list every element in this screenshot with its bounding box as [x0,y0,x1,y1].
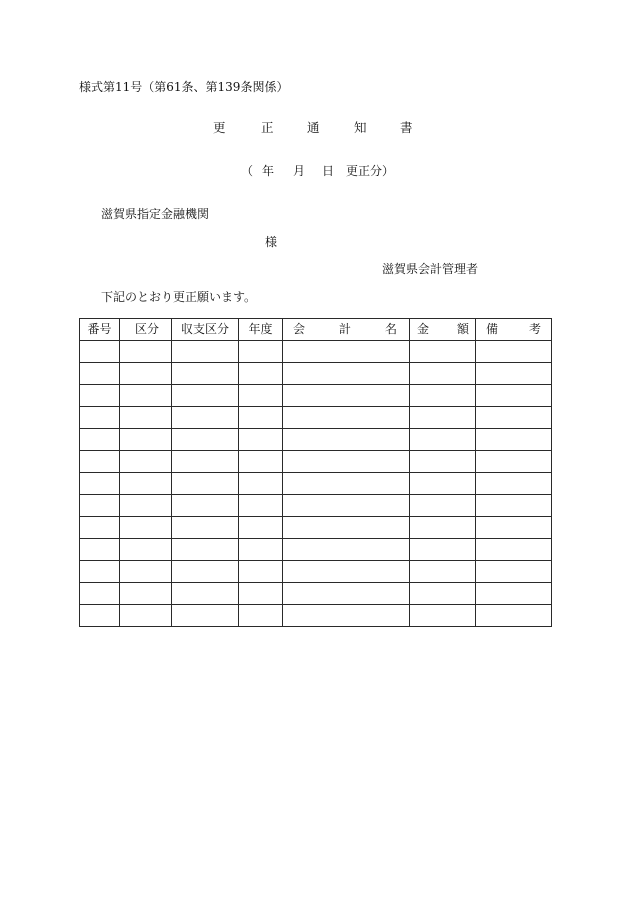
table-row [80,605,552,627]
cell-revenue-expenditure[interactable] [172,561,239,583]
cell-revenue-expenditure[interactable] [172,341,239,363]
title-char: 通 [307,120,320,135]
cell-amount[interactable] [410,363,476,385]
title-char: 知 [354,120,367,135]
cell-fiscal-year[interactable] [239,605,283,627]
cell-amount[interactable] [410,385,476,407]
table-row [80,363,552,385]
header-fiscal-year: 年度 [239,319,283,341]
cell-account-name[interactable] [283,539,410,561]
cell-account-name[interactable] [283,341,410,363]
cell-remarks[interactable] [476,451,552,473]
header-number: 番号 [80,319,120,341]
cell-revenue-expenditure[interactable] [172,473,239,495]
honorific: 様 [265,235,278,249]
table-row [80,583,552,605]
cell-number[interactable] [80,473,120,495]
table-row [80,561,552,583]
cell-revenue-expenditure[interactable] [172,495,239,517]
cell-remarks[interactable] [476,561,552,583]
header-remarks-char: 考 [528,322,541,336]
cell-account-name[interactable] [283,451,410,473]
date-open-paren: （ [241,164,254,178]
request-text: 下記のとおり更正願います。 [101,290,257,304]
cell-account-name[interactable] [283,363,410,385]
cell-revenue-expenditure[interactable] [172,429,239,451]
header-remarks [476,319,552,341]
header-account-name-char: 計 [338,322,351,336]
table-header-row [80,319,552,341]
cell-number[interactable] [80,451,120,473]
cell-account-name[interactable] [283,473,410,495]
cell-revenue-expenditure[interactable] [172,539,239,561]
table-row [80,495,552,517]
cell-fiscal-year[interactable] [239,583,283,605]
cell-account-name[interactable] [283,605,410,627]
cell-division[interactable] [120,539,172,561]
table-row [80,341,552,363]
cell-account-name[interactable] [283,429,410,451]
cell-number[interactable] [80,539,120,561]
cell-division[interactable] [120,473,172,495]
cell-number[interactable] [80,495,120,517]
cell-fiscal-year[interactable] [239,407,283,429]
cell-account-name[interactable] [283,407,410,429]
cell-revenue-expenditure[interactable] [172,451,239,473]
date-correction-note: 更正分） [346,164,395,178]
cell-remarks[interactable] [476,605,552,627]
cell-remarks[interactable] [476,341,552,363]
cell-number[interactable] [80,429,120,451]
cell-fiscal-year[interactable] [239,517,283,539]
cell-division[interactable] [120,583,172,605]
cell-revenue-expenditure[interactable] [172,517,239,539]
date-year-label: 年 [262,164,275,178]
cell-amount[interactable] [410,407,476,429]
cell-account-name[interactable] [283,583,410,605]
table-row [80,429,552,451]
header-remarks-char: 備 [486,322,499,336]
cell-amount[interactable] [410,605,476,627]
cell-number[interactable] [80,561,120,583]
cell-fiscal-year[interactable] [239,429,283,451]
header-division-char: 分 [147,322,160,336]
cell-remarks[interactable] [476,407,552,429]
cell-fiscal-year[interactable] [239,539,283,561]
cell-number[interactable] [80,605,120,627]
cell-remarks[interactable] [476,495,552,517]
table-row [80,451,552,473]
cell-division[interactable] [120,385,172,407]
sender: 滋賀県会計管理者 [382,262,479,276]
cell-number[interactable] [80,341,120,363]
cell-account-name[interactable] [283,495,410,517]
date-day-label: 日 [322,164,335,178]
cell-remarks[interactable] [476,429,552,451]
cell-amount[interactable] [410,341,476,363]
cell-remarks[interactable] [476,539,552,561]
cell-number[interactable] [80,583,120,605]
header-account-name [283,319,410,341]
cell-revenue-expenditure[interactable] [172,407,239,429]
cell-division[interactable] [120,451,172,473]
table-body [80,341,552,627]
cell-revenue-expenditure[interactable] [172,363,239,385]
header-account-name-char: 会 [293,322,306,336]
cell-account-name[interactable] [283,385,410,407]
cell-division[interactable] [120,517,172,539]
cell-number[interactable] [80,385,120,407]
cell-amount[interactable] [410,429,476,451]
cell-amount[interactable] [410,539,476,561]
cell-number[interactable] [80,407,120,429]
cell-division[interactable] [120,429,172,451]
cell-amount[interactable] [410,473,476,495]
header-amount-char: 金 [417,322,430,336]
cell-amount[interactable] [410,517,476,539]
form-number: 様式第11号（第61条、第139条関係） [79,80,289,94]
cell-division[interactable] [120,561,172,583]
table-row [80,385,552,407]
cell-division[interactable] [120,495,172,517]
header-division-char: 区 [135,322,148,336]
cell-remarks[interactable] [476,517,552,539]
header-revenue-expenditure: 収支区分 [172,319,239,341]
cell-fiscal-year[interactable] [239,473,283,495]
cell-amount[interactable] [410,561,476,583]
cell-number[interactable] [80,517,120,539]
cell-remarks[interactable] [476,363,552,385]
recipient: 滋賀県指定金融機関 [101,207,210,221]
cell-fiscal-year[interactable] [239,561,283,583]
correction-table [79,318,552,627]
header-division [120,319,172,341]
header-amount-char: 額 [456,322,469,336]
cell-fiscal-year[interactable] [239,451,283,473]
cell-amount[interactable] [410,495,476,517]
table-row [80,517,552,539]
cell-amount[interactable] [410,583,476,605]
cell-division[interactable] [120,605,172,627]
cell-division[interactable] [120,363,172,385]
cell-division[interactable] [120,407,172,429]
cell-remarks[interactable] [476,473,552,495]
cell-amount[interactable] [410,451,476,473]
header-amount [410,319,476,341]
table-row [80,539,552,561]
cell-number[interactable] [80,363,120,385]
cell-revenue-expenditure[interactable] [172,605,239,627]
header-account-name-char: 名 [384,322,397,336]
cell-fiscal-year[interactable] [239,495,283,517]
cell-fiscal-year[interactable] [239,385,283,407]
title-char: 正 [261,120,274,135]
cell-fiscal-year[interactable] [239,363,283,385]
table-row [80,407,552,429]
cell-fiscal-year[interactable] [239,341,283,363]
cell-revenue-expenditure[interactable] [172,583,239,605]
date-month-label: 月 [293,164,306,178]
title-char: 書 [400,120,413,135]
cell-remarks[interactable] [476,385,552,407]
cell-revenue-expenditure[interactable] [172,385,239,407]
cell-remarks[interactable] [476,583,552,605]
table-row [80,473,552,495]
cell-division[interactable] [120,341,172,363]
cell-account-name[interactable] [283,517,410,539]
title-char: 更 [213,120,226,135]
cell-account-name[interactable] [283,561,410,583]
